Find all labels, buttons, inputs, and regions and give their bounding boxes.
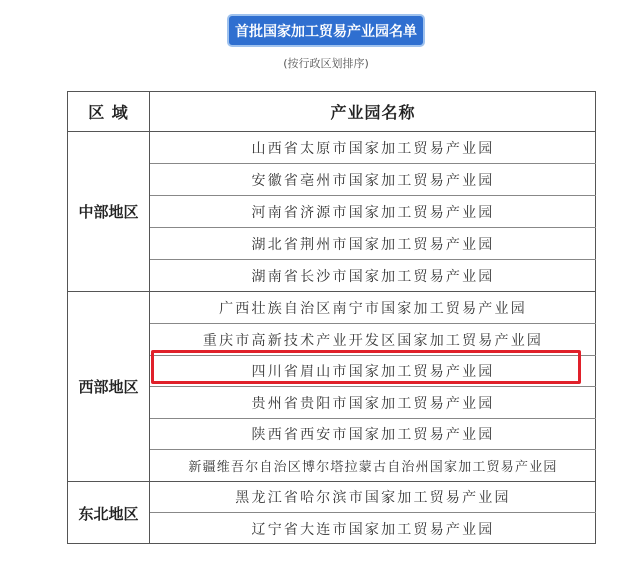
table-row: 贵州省贵阳市国家加工贸易产业园 [150, 386, 596, 418]
list-subtitle: (按行政区划排序) [283, 57, 369, 70]
table-row: 广西壮族自治区南宁市国家加工贸易产业园 [150, 291, 596, 323]
region-northeast: 东北地区 [68, 481, 149, 544]
region-west: 西部地区 [68, 291, 149, 481]
park-name-header: 产业园名称 [330, 103, 416, 122]
list-title: 首批国家加工贸易产业园名单 [227, 14, 425, 47]
table-row: 河南省济源市国家加工贸易产业园 [150, 195, 596, 227]
table-row-highlighted: 四川省眉山市国家加工贸易产业园 [150, 355, 596, 386]
table-row: 黑龙江省哈尔滨市国家加工贸易产业园 [150, 481, 596, 512]
table-row: 安徽省亳州市国家加工贸易产业园 [150, 163, 596, 195]
park-table [67, 91, 596, 544]
region-central: 中部地区 [68, 131, 149, 291]
table-row: 新疆维吾尔自治区博尔塔拉蒙古自治州国家加工贸易产业园 [150, 449, 596, 481]
table-row: 山西省太原市国家加工贸易产业园 [150, 131, 596, 163]
table-row: 湖南省长沙市国家加工贸易产业园 [150, 259, 596, 291]
park-name-column [150, 92, 596, 543]
table-row: 辽宁省大连市国家加工贸易产业园 [150, 512, 596, 544]
table-row: 重庆市高新技术产业开发区国家加工贸易产业园 [150, 323, 596, 355]
table-row: 湖北省荆州市国家加工贸易产业园 [150, 227, 596, 259]
region-header: 区 域 [88, 103, 129, 122]
highlight-box [151, 350, 581, 384]
table-row: 陕西省西安市国家加工贸易产业园 [150, 418, 596, 449]
region-column [68, 92, 150, 543]
